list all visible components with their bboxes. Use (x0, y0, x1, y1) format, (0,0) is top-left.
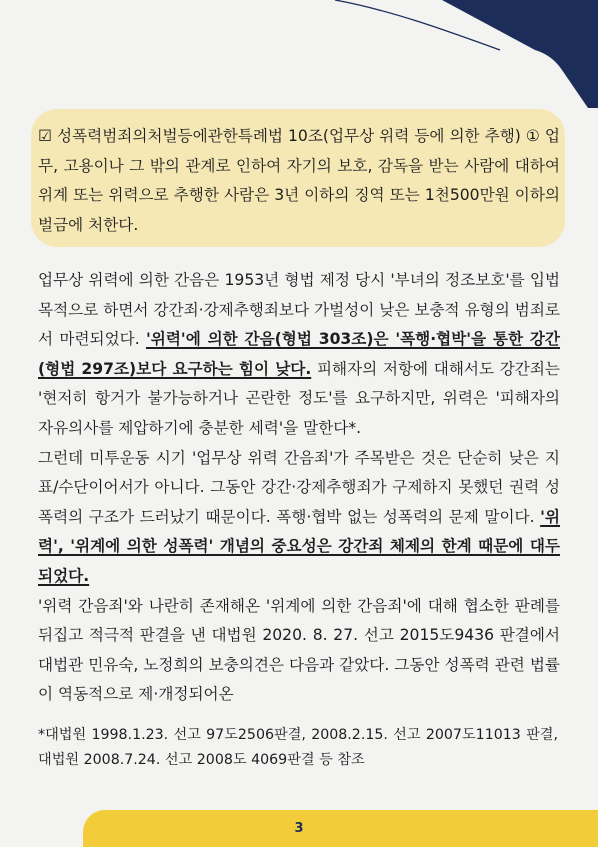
main-body (38, 266, 560, 710)
paragraph-1-tail: 피해자의 저항에 대해서도 강간죄는 '현저히 항거가 불가능하거나 곤란한 정도'를 요구하지만, 위력은 '피해자의 자유의사를 제압하기에 충분한 세력'을 말한다*. (38, 359, 560, 437)
paragraph-2-emphasis: '위력', '위계에 의한 성폭력' 개념의 중요성은 강간죄 체제의 한계 때문에 대두되었다. (38, 507, 560, 585)
footnote: *대법원 1998.1.23. 선고 97도2506판결, 2008.2.15. 선고 2007도11013 판결, 대법원 2008.7.24. 선고 2008도 4069판결 등 참조 (38, 727, 558, 768)
law-quote-text: ☑ 성폭력범죄의처벌등에관한특례법 10조(업무상 위력 등에 의한 추행) ① 업무, 고용이나 그 밖의 관계로 인하여 자기의 보호, 감독을 받는 사람에 대하여 위계 또는 위력으로 추행한 사람은 3년 이하의 징역 또는 1천500만원 이하의 벌금에 처한다. (38, 127, 560, 234)
body-paragraph-2 (38, 444, 560, 592)
corner-decoration (0, 0, 598, 110)
paragraph-1-emphasis: '위력'에 의한 간음(형법 303조)은 '폭행·협박'을 통한 강간(형법 297조)보다 요구하는 힘이 낮다. (38, 330, 560, 378)
paragraph-1-text: 업무상 위력에 의한 간음은 1953년 형법 제정 당시 '부녀의 정조보호'를 입법목적으로 하면서 강간죄·강제추행죄보다 가벌성이 낮은 보충적 유형의 범죄로서 마련되었다. (38, 271, 560, 349)
body-paragraph-1 (38, 266, 560, 444)
page-number: 3 (294, 821, 304, 836)
body-paragraph-3 (38, 592, 560, 710)
paragraph-3-text: '위력 간음죄'와 나란히 존재해온 '위계에 의한 간음죄'에 대해 협소한 판례를 뒤집고 적극적 판결을 낸 대법원 2020. 8. 27. 선고 2015도9436 판결에서 대법관 민유숙, 노정희의 보충의견은 다음과 같았다. 그동안 성폭력 관련 법률이 역동적으로 제·개정되어온 (38, 596, 560, 704)
paragraph-2-text: 그런데 미투운동 시기 '업무상 위력 간음죄'가 주목받은 것은 단순히 낮은 지표/수단이어서가 아니다. 그동안 강간·강제추행죄가 구제하지 못했던 권력 성폭력의 구조가 드러났기 때문이다. 폭행·협박 없는 성폭력의 문제 말이다. (38, 448, 560, 526)
